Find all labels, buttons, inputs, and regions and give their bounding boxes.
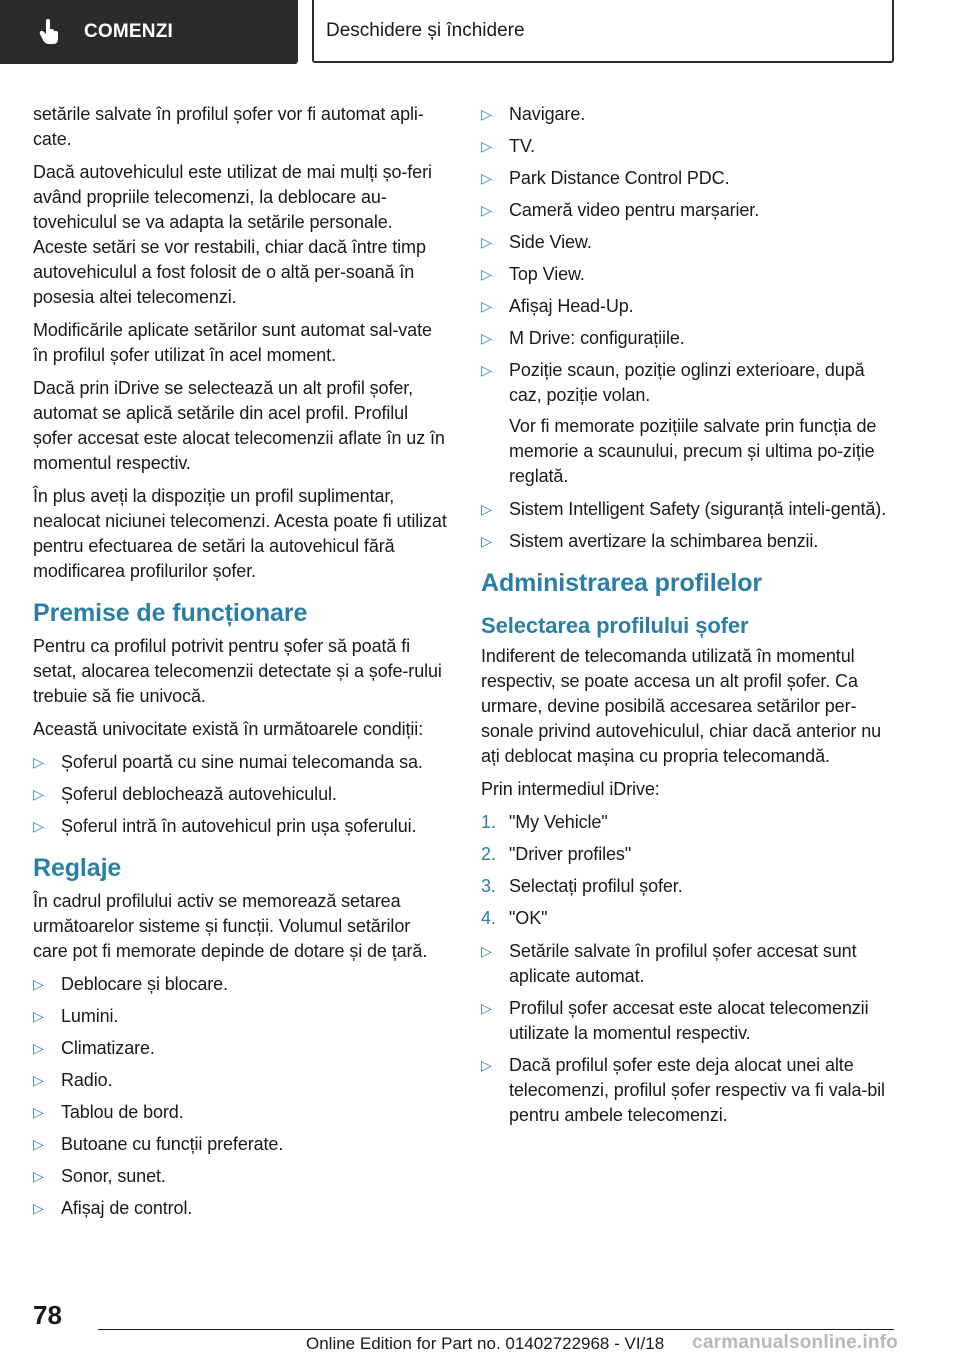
bullet-triangle-icon: ▷ bbox=[33, 1008, 44, 1024]
section-tab bbox=[0, 0, 298, 64]
list-item: ▷ Afișaj Head-Up. bbox=[481, 294, 895, 319]
list-item: ▷ Cameră video pentru marșarier. bbox=[481, 198, 895, 223]
list-item: ▷ Șoferul intră în autovehicul prin ușa șoferului. bbox=[33, 814, 447, 839]
paragraph: Modificările aplicate setărilor sunt automat sal-vate în profilul șofer utilizat în acel moment. bbox=[33, 320, 432, 365]
list-item: ▷ Sonor, sunet. bbox=[33, 1164, 447, 1189]
list-item: ▷ Afișaj de control. bbox=[33, 1196, 447, 1221]
list-item: ▷ Poziție scaun, poziție oglinzi exterioare, după caz, poziție volan. Vor fi memorate pozițiile salvate prin funcția de memorie a scaunului, precum și ultima po-ziție reglată. bbox=[481, 358, 895, 489]
list-item: ▷ Deblocare și blocare. bbox=[33, 972, 447, 997]
step-item: 3. Selectați profilul șofer. bbox=[481, 874, 895, 899]
list-item: ▷ Sistem avertizare la schimbarea benzii. bbox=[481, 529, 895, 554]
heading-reglaje: Reglaje bbox=[33, 854, 122, 882]
watermark: carmanualsonline.info bbox=[692, 1332, 898, 1353]
bullet-triangle-icon: ▷ bbox=[33, 1168, 44, 1184]
heading-premise: Premise de funcționare bbox=[33, 599, 308, 627]
hand-pointer-icon bbox=[36, 18, 64, 46]
list-item: ▷ Profilul șofer accesat este alocat telecomenzii utilizate la momentul respectiv. bbox=[481, 998, 869, 1043]
footer-divider bbox=[98, 1329, 894, 1330]
step-number: 1. bbox=[481, 812, 496, 832]
paragraph: Prin intermediul iDrive: bbox=[481, 779, 660, 799]
list-item: ▷ Tablou de bord. bbox=[33, 1100, 447, 1125]
bullet-triangle-icon: ▷ bbox=[481, 501, 492, 517]
settings-list bbox=[33, 972, 447, 1221]
subheading-select: Selectarea profilului șofer bbox=[481, 613, 749, 638]
list-item: ▷ Radio. bbox=[33, 1068, 447, 1093]
step-item: 4. "OK" bbox=[481, 906, 895, 931]
list-item: ▷ Butoane cu funcții preferate. bbox=[33, 1132, 447, 1157]
list-item: ▷ Lumini. bbox=[33, 1004, 447, 1029]
bullet-triangle-icon: ▷ bbox=[481, 298, 492, 314]
chapter-title: Deschidere și închidere bbox=[312, 0, 894, 63]
paragraph: În plus aveți la dispoziție un profil suplimentar, nealocat niciunei telecomenzi. Acesta poate fi utilizat pentru efectuarea de setări la autovehicul fără modificarea profilurilor șofer. bbox=[33, 486, 447, 581]
bullet-triangle-icon: ▷ bbox=[33, 818, 44, 834]
paragraph: Dacă autovehiculul este utilizat de mai mulți șo-feri având propriile telecomenzi, la deblocare au-tovehiculul se va adapta la setările personale. Aceste setări se vor restabili, chiar dacă între timp autovehiculul a fost folosit de o altă per-soană în posesia altei telecomenzi. bbox=[33, 162, 432, 307]
list-item: ▷ Sistem Intelligent Safety (siguranță inteli-gentă). bbox=[481, 497, 895, 522]
paragraph: setările salvate în profilul șofer vor fi automat apli-cate. bbox=[33, 104, 424, 149]
left-column bbox=[33, 102, 447, 1229]
bullet-triangle-icon: ▷ bbox=[33, 1136, 44, 1152]
bullet-triangle-icon: ▷ bbox=[33, 1104, 44, 1120]
list-item: ▷ Side View. bbox=[481, 230, 895, 255]
conditions-list bbox=[33, 750, 447, 839]
bullet-triangle-icon: ▷ bbox=[481, 106, 492, 122]
list-item: ▷ Șoferul poartă cu sine numai telecomanda sa. bbox=[33, 750, 447, 775]
heading-admin: Administrarea profilelor bbox=[481, 569, 762, 597]
bullet-triangle-icon: ▷ bbox=[33, 1072, 44, 1088]
list-item-note: Vor fi memorate pozițiile salvate prin funcția de memorie a scaunului, precum și ultima po-ziție reglată. bbox=[509, 416, 877, 486]
bullet-triangle-icon: ▷ bbox=[481, 1000, 492, 1016]
results-list bbox=[481, 939, 895, 1128]
bullet-triangle-icon: ▷ bbox=[481, 234, 492, 250]
step-item: 1. "My Vehicle" bbox=[481, 810, 895, 835]
bullet-triangle-icon: ▷ bbox=[33, 1040, 44, 1056]
bullet-triangle-icon: ▷ bbox=[33, 1200, 44, 1216]
list-item: ▷ Park Distance Control PDC. bbox=[481, 166, 895, 191]
settings-list-continued bbox=[481, 102, 895, 554]
list-item: ▷ Navigare. bbox=[481, 102, 895, 127]
list-item: ▷ Setările salvate în profilul șofer accesat sunt aplicate automat. bbox=[481, 941, 857, 986]
bullet-triangle-icon: ▷ bbox=[481, 266, 492, 282]
paragraph: Indiferent de telecomanda utilizată în momentul respectiv, se poate accesa un alt profil șofer. Ca urmare, devine posibilă accesarea setărilor per-sonale privind autovehiculul, chiar dacă anterior nu ați deblocat mașina cu propria telecomandă. bbox=[481, 646, 882, 766]
bullet-triangle-icon: ▷ bbox=[33, 786, 44, 802]
bullet-triangle-icon: ▷ bbox=[481, 362, 492, 378]
bullet-triangle-icon: ▷ bbox=[481, 138, 492, 154]
paragraph: În cadrul profilului activ se memorează setarea următoarelor sisteme și funcții. Volumul setărilor care pot fi memorate depinde de dotare și de țară. bbox=[33, 891, 428, 961]
list-item: ▷ Șoferul deblochează autovehiculul. bbox=[33, 782, 447, 807]
bullet-triangle-icon: ▷ bbox=[481, 533, 492, 549]
bullet-triangle-icon: ▷ bbox=[481, 1057, 492, 1073]
step-number: 3. bbox=[481, 876, 496, 896]
bullet-triangle-icon: ▷ bbox=[481, 943, 492, 959]
paragraph: Dacă prin iDrive se selectează un alt profil șofer, automat se aplică setările din acel profil. Profilul șofer accesat este alocat telecomenzii aflate în uz în momentul respectiv. bbox=[33, 378, 445, 473]
list-item: ▷ Top View. bbox=[481, 262, 895, 287]
steps-list bbox=[481, 810, 895, 931]
bullet-triangle-icon: ▷ bbox=[481, 170, 492, 186]
step-item: 2. "Driver profiles" bbox=[481, 842, 895, 867]
list-item: ▷ Climatizare. bbox=[33, 1036, 447, 1061]
paragraph: Această univocitate există în următoarele condiții: bbox=[33, 719, 424, 739]
list-item: ▷ TV. bbox=[481, 134, 895, 159]
bullet-triangle-icon: ▷ bbox=[33, 976, 44, 992]
bullet-triangle-icon: ▷ bbox=[481, 202, 492, 218]
step-number: 4. bbox=[481, 908, 496, 928]
bullet-triangle-icon: ▷ bbox=[33, 754, 44, 770]
step-number: 2. bbox=[481, 844, 496, 864]
bullet-triangle-icon: ▷ bbox=[481, 330, 492, 346]
section-title: COMENZI bbox=[84, 21, 174, 42]
right-column bbox=[481, 102, 895, 1136]
edition-text: Online Edition for Part no. 01402722968 - VI/18 bbox=[306, 1334, 665, 1353]
list-item: ▷ M Drive: configurațiile. bbox=[481, 326, 895, 351]
list-item: ▷ Dacă profilul șofer este deja alocat unei alte telecomenzi, profilul șofer respectiv va fi vala-bil pentru ambele telecomenzi. bbox=[481, 1055, 885, 1125]
page-number: 78 bbox=[33, 1300, 62, 1330]
paragraph: Pentru ca profilul potrivit pentru șofer să poată fi setat, alocarea telecomenzii detectate și a șofe-rului trebuie să fie univocă. bbox=[33, 636, 442, 706]
